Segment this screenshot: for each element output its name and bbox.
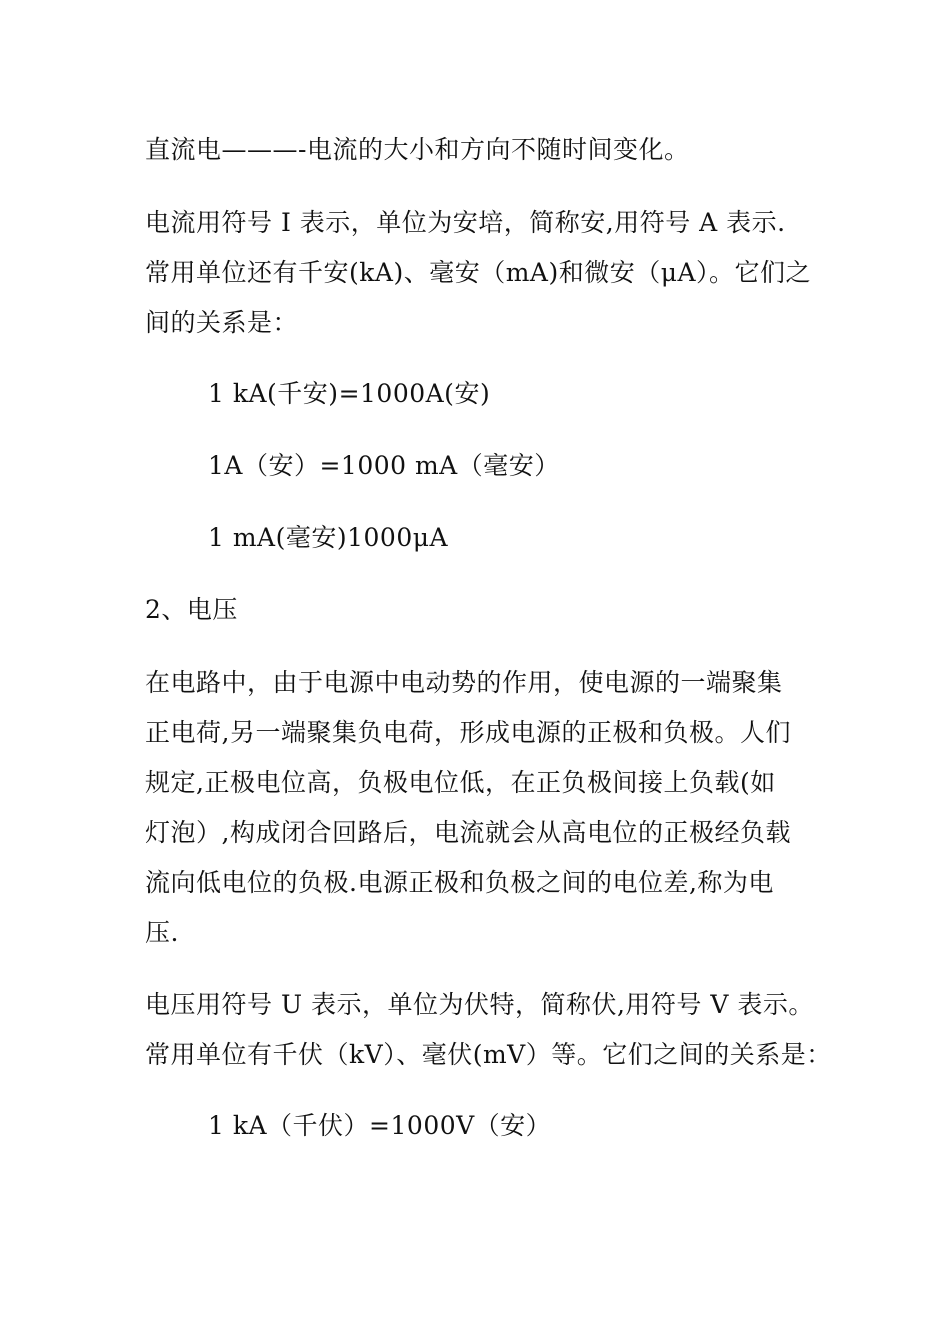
- paragraph-dc-definition: 直流电———-电流的大小和方向不随时间变化。: [145, 135, 690, 164]
- paragraph-voltage-line-1: 在电路中，由于电源中电动势的作用，使电源的一端聚集: [145, 668, 783, 697]
- paragraph-current-symbol-line-3: 间的关系是：: [145, 308, 299, 337]
- formula-a-to-ma: 1A（安）=1000 mA（毫安）: [208, 451, 560, 480]
- formula-ka-to-a: 1 kA(千安)=1000A(安): [208, 379, 491, 408]
- paragraph-voltage-line-3: 规定,正极电位高，负极电位低，在正负极间接上负载(如: [145, 768, 776, 797]
- formula-ma-to-ua: 1 mA(毫安)1000μA: [208, 523, 449, 552]
- paragraph-current-symbol-line-1: 电流用符号 I 表示，单位为安培，简称安,用符号 A 表示.: [145, 208, 786, 237]
- paragraph-voltage-symbol-line-1: 电压用符号 U 表示，单位为伏特，简称伏,用符号 V 表示。: [145, 990, 814, 1019]
- section-heading-voltage: 2、电压: [145, 595, 238, 624]
- paragraph-voltage-line-2: 正电荷,另一端聚集负电荷，形成电源的正极和负极。人们: [145, 718, 791, 747]
- paragraph-current-symbol-line-2: 常用单位还有千安(kA)、毫安（mA)和微安（μA）。它们之: [145, 258, 812, 287]
- formula-kv-to-v: 1 kA（千伏）=1000V（安）: [208, 1111, 552, 1140]
- paragraph-voltage-line-6: 压.: [145, 918, 179, 947]
- paragraph-voltage-symbol-line-2: 常用单位有千伏（kV）、毫伏(mV）等。它们之间的关系是：: [145, 1040, 832, 1069]
- paragraph-voltage-line-5: 流向低电位的负极.电源正极和负极之间的电位差,称为电: [145, 868, 774, 897]
- paragraph-voltage-line-4: 灯泡）,构成闭合回路后，电流就会从高电位的正极经负载: [145, 818, 791, 847]
